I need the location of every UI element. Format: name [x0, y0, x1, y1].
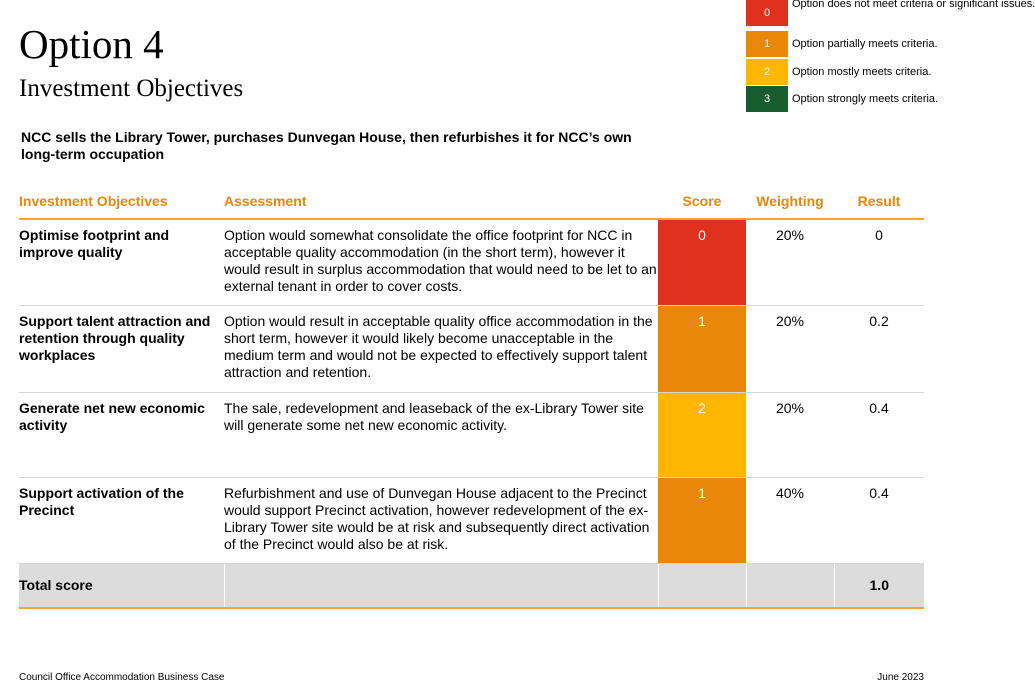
weighting-cell: 20% [746, 392, 834, 477]
legend-label: Option does not meet criteria or significant issues. [792, 0, 1035, 10]
table-row [19, 392, 924, 477]
legend-swatch: 2 [746, 59, 788, 85]
weighting-cell: 20% [746, 305, 834, 392]
result-cell: 0.4 [834, 477, 924, 563]
legend-label: Option partially meets criteria. [792, 38, 938, 50]
header-assessment: Assessment [224, 184, 658, 219]
page-subtitle: Investment Objectives [19, 75, 244, 102]
score-cell: 2 [658, 392, 746, 477]
result-cell: 0 [834, 219, 924, 305]
weighting-cell: 20% [746, 219, 834, 305]
assessment-table [19, 184, 924, 609]
score-cell: 1 [658, 477, 746, 563]
objective-cell: Support talent attraction and retention through quality workplaces [19, 305, 224, 392]
total-label: Total score [19, 563, 224, 608]
footer-date: June 2023 [877, 672, 924, 683]
objective-cell: Optimise footprint and improve quality [19, 219, 224, 305]
table-row [19, 477, 924, 563]
weighting-cell: 40% [746, 477, 834, 563]
header-score: Score [658, 184, 746, 219]
score-cell: 0 [658, 219, 746, 305]
legend-label: Option strongly meets criteria. [792, 93, 939, 105]
objective-cell: Generate net new economic activity [19, 392, 224, 477]
total-result: 1.0 [834, 563, 924, 608]
total-blank-cell [746, 563, 834, 608]
total-blank-cell [224, 563, 658, 608]
result-cell: 0.4 [834, 392, 924, 477]
page-title: Option 4 [19, 21, 164, 67]
legend-label: Option mostly meets criteria. [792, 66, 932, 78]
header-objectives: Investment Objectives [19, 184, 224, 219]
assessment-cell: Option would result in acceptable quality office accommodation in the short term, however it would likely become unacceptable in the medium term and would not be expected to effectively support talent attraction and retention. [224, 305, 658, 392]
score-cell: 1 [658, 305, 746, 392]
legend-swatch: 3 [746, 86, 788, 112]
legend-swatch: 1 [746, 31, 788, 57]
header-result: Result [834, 184, 924, 219]
result-cell: 0.2 [834, 305, 924, 392]
assessment-cell: Refurbishment and use of Dunvegan House adjacent to the Precinct would support Precinct activation, however redevelopment of the ex-Library Tower site would be at risk and subsequently direct activation of the Precinct would also be at risk. [224, 477, 658, 563]
objective-cell: Support activation of the Precinct [19, 477, 224, 563]
assessment-cell: Option would somewhat consolidate the office footprint for NCC in acceptable quality accommodation (in the short term), however it would result in surplus accommodation that would need to be let to an external tenant in order to cover costs. [224, 219, 658, 305]
header-weighting: Weighting [746, 184, 834, 219]
total-blank-cell [658, 563, 746, 608]
table-row [19, 219, 924, 305]
option-description: NCC sells the Library Tower, purchases Dunvegan House, then refurbishes it for NCC’s own long-term occupation [21, 129, 632, 162]
assessment-cell: The sale, redevelopment and leaseback of the ex-Library Tower site will generate some net new economic activity. [224, 392, 658, 477]
table-row [19, 305, 924, 392]
footer-document-title: Council Office Accommodation Business Case [19, 672, 225, 683]
table-header-row [19, 184, 924, 219]
legend-swatch: 0 [746, 0, 788, 26]
total-row [19, 563, 924, 608]
